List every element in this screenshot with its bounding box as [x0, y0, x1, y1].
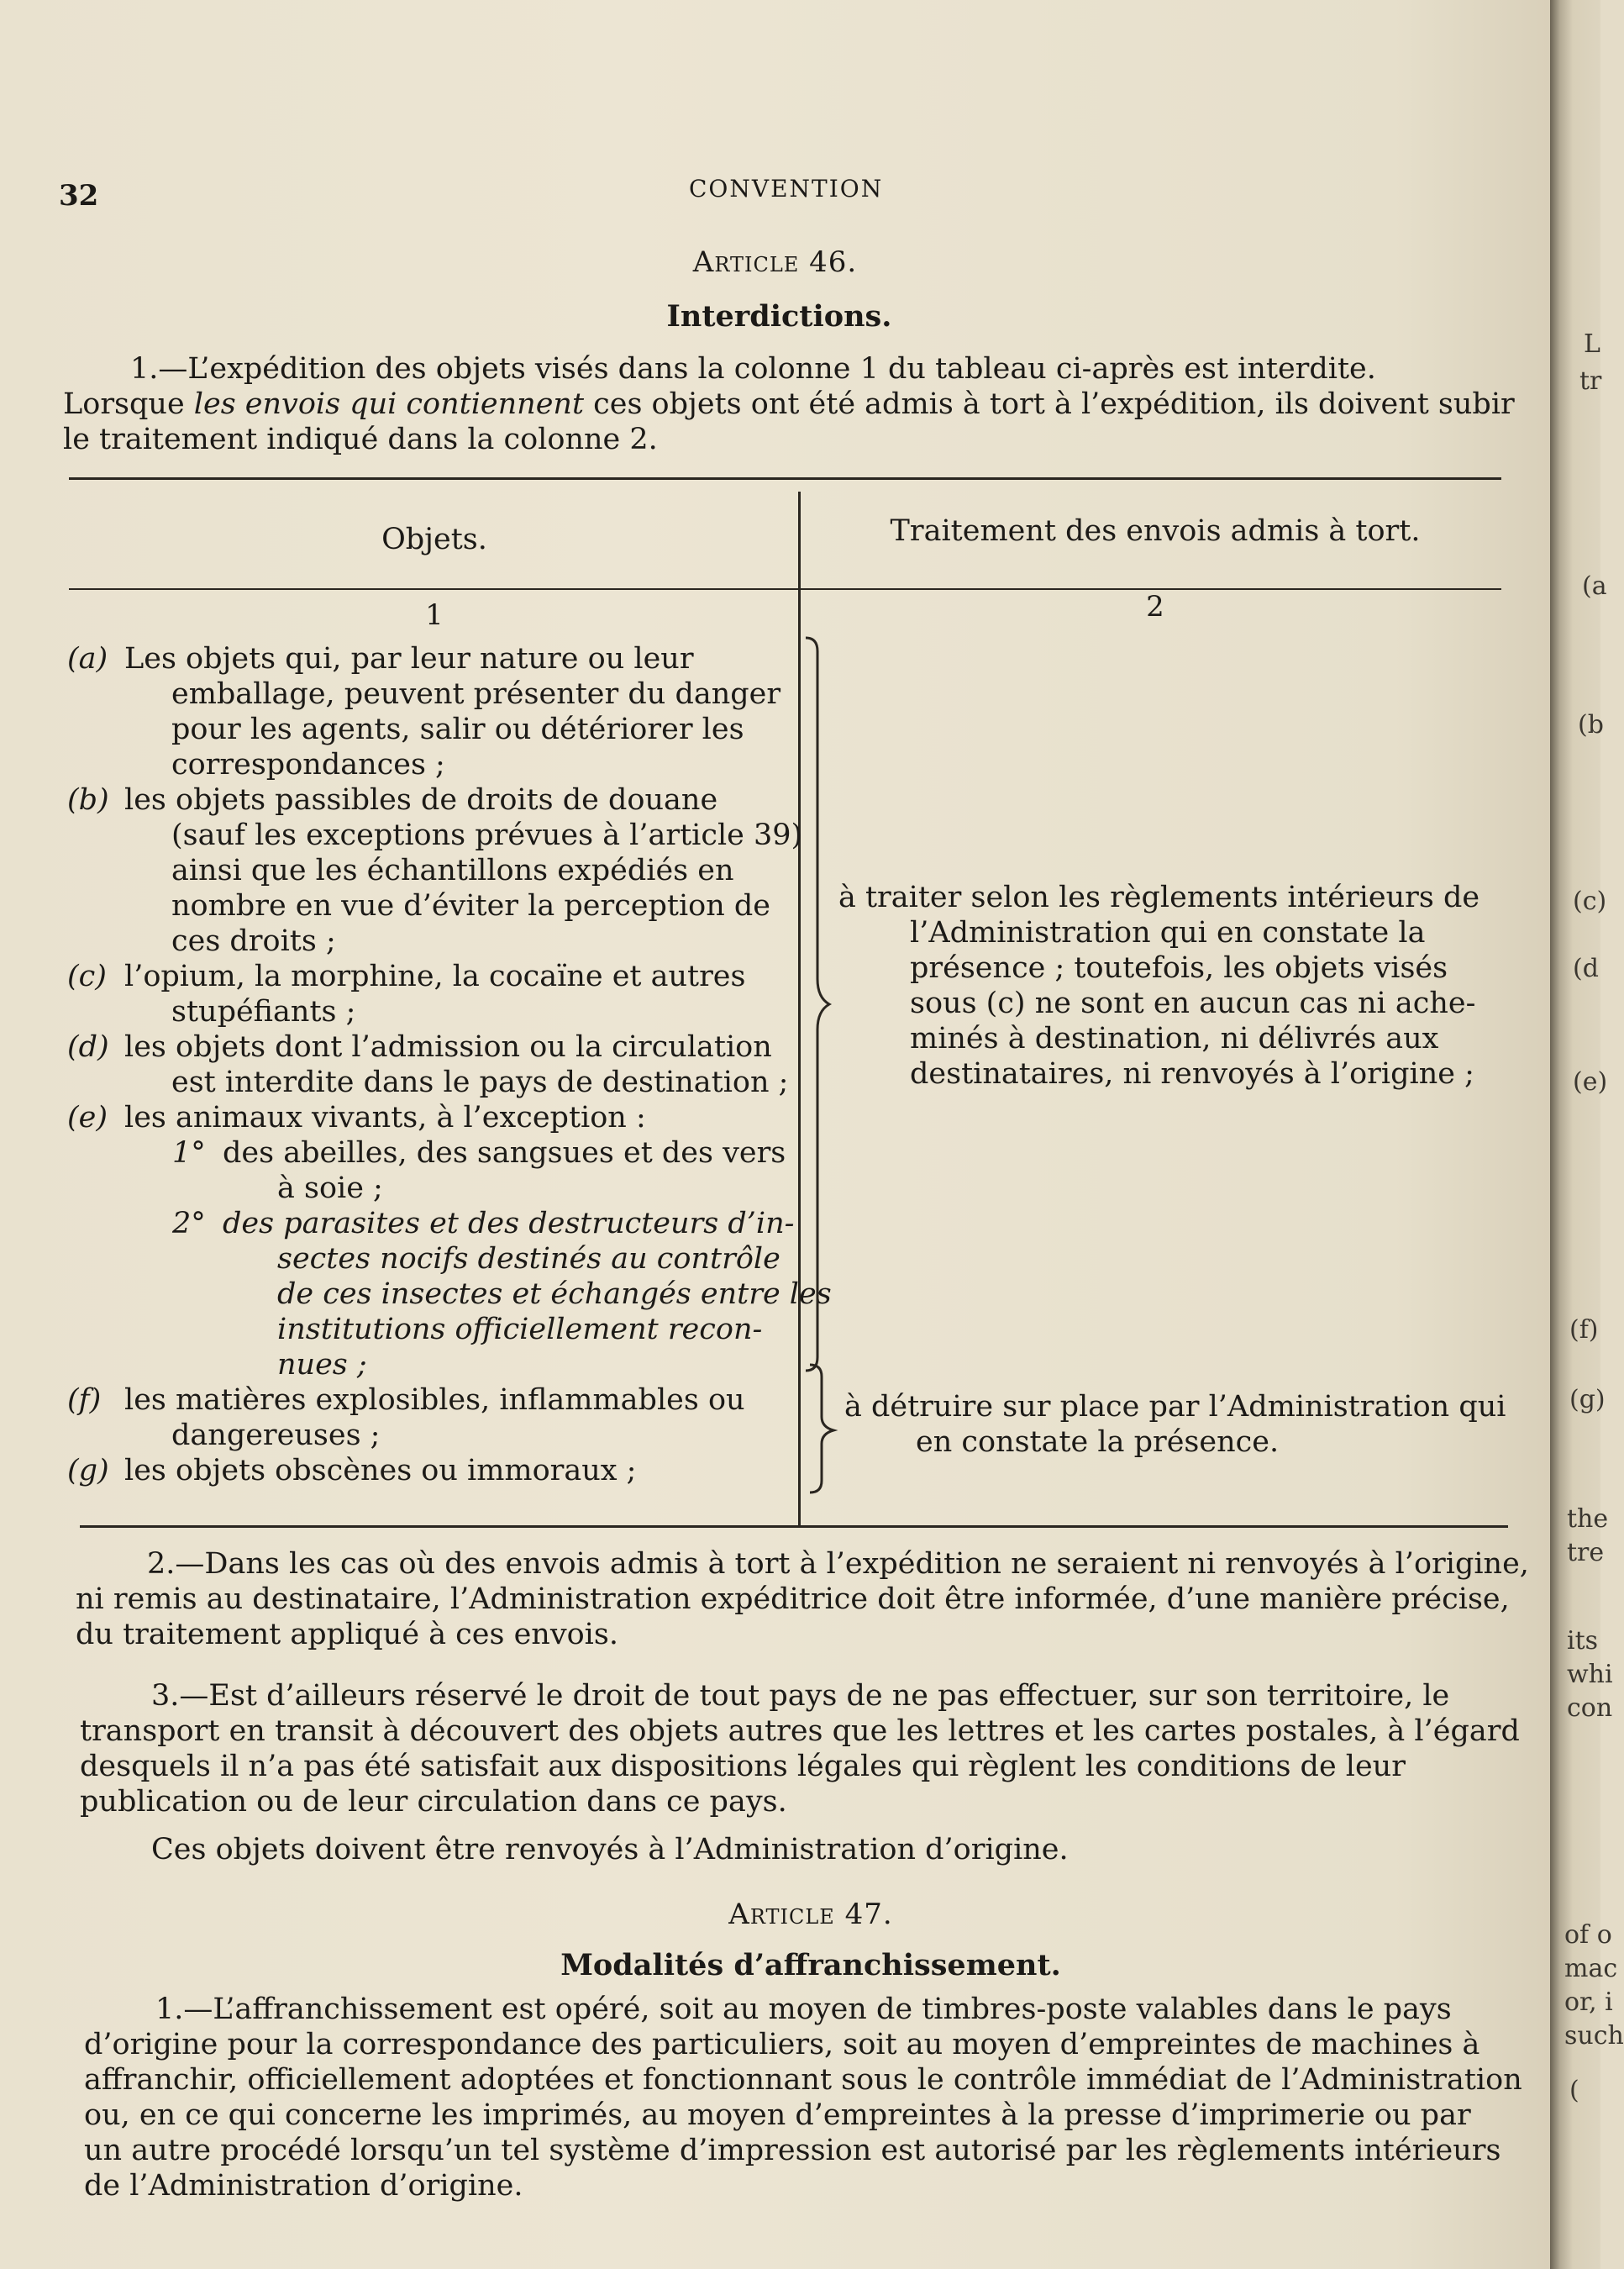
- edge-fragment: or, i: [1564, 1987, 1613, 2017]
- treatment-text-2: [844, 1389, 1506, 1460]
- column-number-1: 1: [425, 598, 444, 632]
- item-line: sectes nocifs destinés au contrôle: [277, 1242, 780, 1276]
- item-label: (c): [67, 960, 107, 993]
- item-line: des parasites et des destructeurs d’in-: [223, 1207, 795, 1240]
- edge-fragment: tre: [1567, 1538, 1605, 1567]
- text-line: 1.—L’expédition des objets visés dans la colonne 1 du tableau ci-après est interdite.: [130, 352, 1376, 386]
- article-47-title: Modalités d’affranchissement.: [560, 1948, 1061, 1982]
- edge-fragment: (e): [1573, 1067, 1608, 1097]
- item-line: les matières explosibles, inflammables ou: [124, 1383, 745, 1417]
- text-line: transport en transit à découvert des objets autres que les lettres et les cartes postales, à l’égard: [80, 1714, 1520, 1748]
- text-line: affranchir, officiellement adoptées et fonctionnant sous le contrôle immédiat de l’Administration: [84, 2063, 1522, 2097]
- item-line: l’Administration qui en constate la: [910, 916, 1426, 950]
- item-line: nues ;: [277, 1348, 367, 1382]
- running-head: CONVENTION: [689, 175, 884, 203]
- table-item-f: [67, 1382, 745, 1453]
- item-label: (a): [67, 642, 108, 676]
- item-line: sous (c) ne sont en aucun cas ni ache-: [910, 987, 1476, 1020]
- table-item-e-sub-2: [172, 1206, 832, 1382]
- article-46-paragraph-1: [63, 351, 1515, 457]
- article-46-title: Interdictions.: [666, 299, 892, 334]
- sub-item-number: 1°: [172, 1136, 206, 1170]
- item-line: est interdite dans le pays de destination ;: [171, 1066, 789, 1099]
- article-46-paragraph-4: Ces objets doivent être renvoyés à l’Administration d’origine.: [151, 1833, 1069, 1866]
- item-line: stupéfiants ;: [171, 995, 356, 1029]
- item-line: présence ; toutefois, les objets visés: [910, 951, 1448, 985]
- table-item-e: [67, 1100, 646, 1135]
- edge-fragment: L: [1584, 329, 1600, 359]
- item-line: institutions officiellement recon-: [277, 1313, 763, 1346]
- page-number: 32: [59, 179, 99, 213]
- edge-fragment: (: [1569, 2076, 1579, 2105]
- item-line: les objets obscènes ou immoraux ;: [124, 1454, 637, 1487]
- text-line: publication ou de leur circulation dans ce pays.: [80, 1785, 787, 1819]
- table-item-g: [67, 1453, 636, 1488]
- edge-fragment: (g): [1569, 1385, 1606, 1414]
- brace-icon: [802, 634, 836, 1374]
- item-line: en constate la présence.: [916, 1425, 1280, 1459]
- table-item-d: [67, 1029, 788, 1100]
- article-47-paragraph-1: [84, 1992, 1533, 2203]
- text-line: ni remis au destinataire, l’Administration expéditrice doit être informée, d’une manière précise,: [76, 1582, 1510, 1616]
- text-fragment: Lorsque: [63, 387, 194, 421]
- edge-fragment: (f): [1569, 1315, 1599, 1345]
- text-line: du traitement appliqué à ces envois.: [76, 1618, 618, 1651]
- item-line: destinataires, ni renvoyés à l’origine ;: [910, 1057, 1474, 1091]
- text-line: 1.—L’affranchissement est opéré, soit au moyen de timbres-poste valables dans le pays: [155, 1993, 1452, 2026]
- edge-fragment: whi: [1567, 1660, 1613, 1689]
- table-item-c: [67, 959, 745, 1029]
- article-46-heading: Article 46.: [692, 245, 858, 279]
- edge-fragment: (a: [1582, 571, 1607, 601]
- edge-fragment: the: [1567, 1504, 1609, 1534]
- item-line: de ces insectes et échangés entre les: [277, 1277, 832, 1311]
- sub-item-number: 2°: [172, 1207, 206, 1240]
- column-header-objets: Objets.: [381, 523, 487, 556]
- item-line: dangereuses ;: [171, 1419, 381, 1452]
- article-47-heading: Article 47.: [728, 1898, 893, 1931]
- table-top-rule: [69, 477, 1501, 480]
- item-line: ainsi que les échantillons expédiés en: [171, 854, 734, 887]
- item-line: les objets dont l’admission ou la circulation: [124, 1030, 772, 1064]
- edge-fragment: such: [1564, 2021, 1624, 2051]
- item-line: emballage, peuvent présenter du danger: [171, 677, 781, 711]
- text-line: de l’Administration d’origine.: [84, 2169, 523, 2203]
- item-line: à traiter selon les règlements intérieurs de: [838, 881, 1480, 914]
- item-line: pour les agents, salir ou détériorer les: [171, 713, 744, 746]
- item-label: (e): [67, 1101, 108, 1134]
- column-number-2: 2: [1146, 590, 1164, 624]
- item-line: à soie ;: [277, 1171, 383, 1205]
- edge-fragment: mac: [1564, 1954, 1618, 1983]
- item-line: nombre en vue d’éviter la perception de: [171, 889, 771, 923]
- text-line: ou, en ce qui concerne les imprimés, au moyen d’empreintes à la presse d’imprimerie ou par: [84, 2098, 1471, 2132]
- item-line: l’opium, la morphine, la cocaïne et autres: [124, 960, 746, 993]
- edge-fragment: (b: [1578, 710, 1604, 740]
- item-line: Les objets qui, par leur nature ou leur: [124, 642, 694, 676]
- text-line: le traitement indiqué dans la colonne 2.: [63, 423, 658, 456]
- item-line: des abeilles, des sangsues et des vers: [223, 1136, 786, 1170]
- edge-fragment: (d: [1573, 954, 1599, 983]
- text-line: 2.—Dans les cas où des envois admis à tort à l’expédition ne seraient ni renvoyés à l’origine,: [147, 1547, 1529, 1581]
- text-fragment: ces objets ont été admis à tort à l’expédition, ils doivent subir: [584, 387, 1515, 421]
- text-line: [63, 387, 1515, 422]
- table-item-e-sub-1: [172, 1135, 786, 1206]
- item-line: à détruire sur place par l’Administration qui: [844, 1390, 1506, 1424]
- text-line: d’origine pour la correspondance des particuliers, soit au moyen d’empreintes de machines à: [84, 2028, 1480, 2061]
- item-line: minés à destination, ni délivrés aux: [910, 1022, 1439, 1056]
- item-line: les animaux vivants, à l’exception :: [124, 1101, 646, 1134]
- item-line: ces droits ;: [171, 924, 336, 958]
- item-line: les objets passibles de droits de douane: [124, 783, 718, 817]
- item-line: (sauf les exceptions prévues à l’article 39): [171, 819, 803, 852]
- article-46-paragraph-3: [80, 1678, 1521, 1819]
- item-label: (f): [67, 1383, 102, 1417]
- item-label: (d): [67, 1030, 109, 1064]
- text-line: 3.—Est d’ailleurs réservé le droit de tout pays de ne pas effectuer, sur son territoire, le: [151, 1679, 1450, 1713]
- article-46-paragraph-2: [76, 1546, 1529, 1652]
- edge-fragment: of o: [1564, 1920, 1612, 1950]
- text-line: desquels il n’a pas été satisfait aux dispositions légales qui règlent les conditions de leur: [80, 1750, 1406, 1783]
- edge-fragment: tr: [1579, 366, 1602, 396]
- table-item-a: [67, 641, 780, 782]
- item-label: (g): [67, 1454, 109, 1487]
- item-label: (b): [67, 783, 109, 817]
- brace-icon: [807, 1361, 840, 1496]
- column-header-traitement: Traitement des envois admis à tort.: [890, 514, 1421, 548]
- item-line: correspondances ;: [171, 748, 445, 782]
- edge-fragment: its: [1567, 1626, 1599, 1656]
- edge-fragment: con: [1567, 1693, 1613, 1723]
- treatment-text-1: [838, 880, 1479, 1092]
- italic-fragment: les envois qui contiennent: [193, 387, 585, 421]
- edge-fragment: (c): [1573, 887, 1607, 916]
- table-item-b: [67, 782, 802, 959]
- table-bottom-rule: [80, 1525, 1508, 1528]
- text-line: un autre procédé lorsqu’un tel système d’impression est autorisé par les règlements intérieurs: [84, 2134, 1501, 2167]
